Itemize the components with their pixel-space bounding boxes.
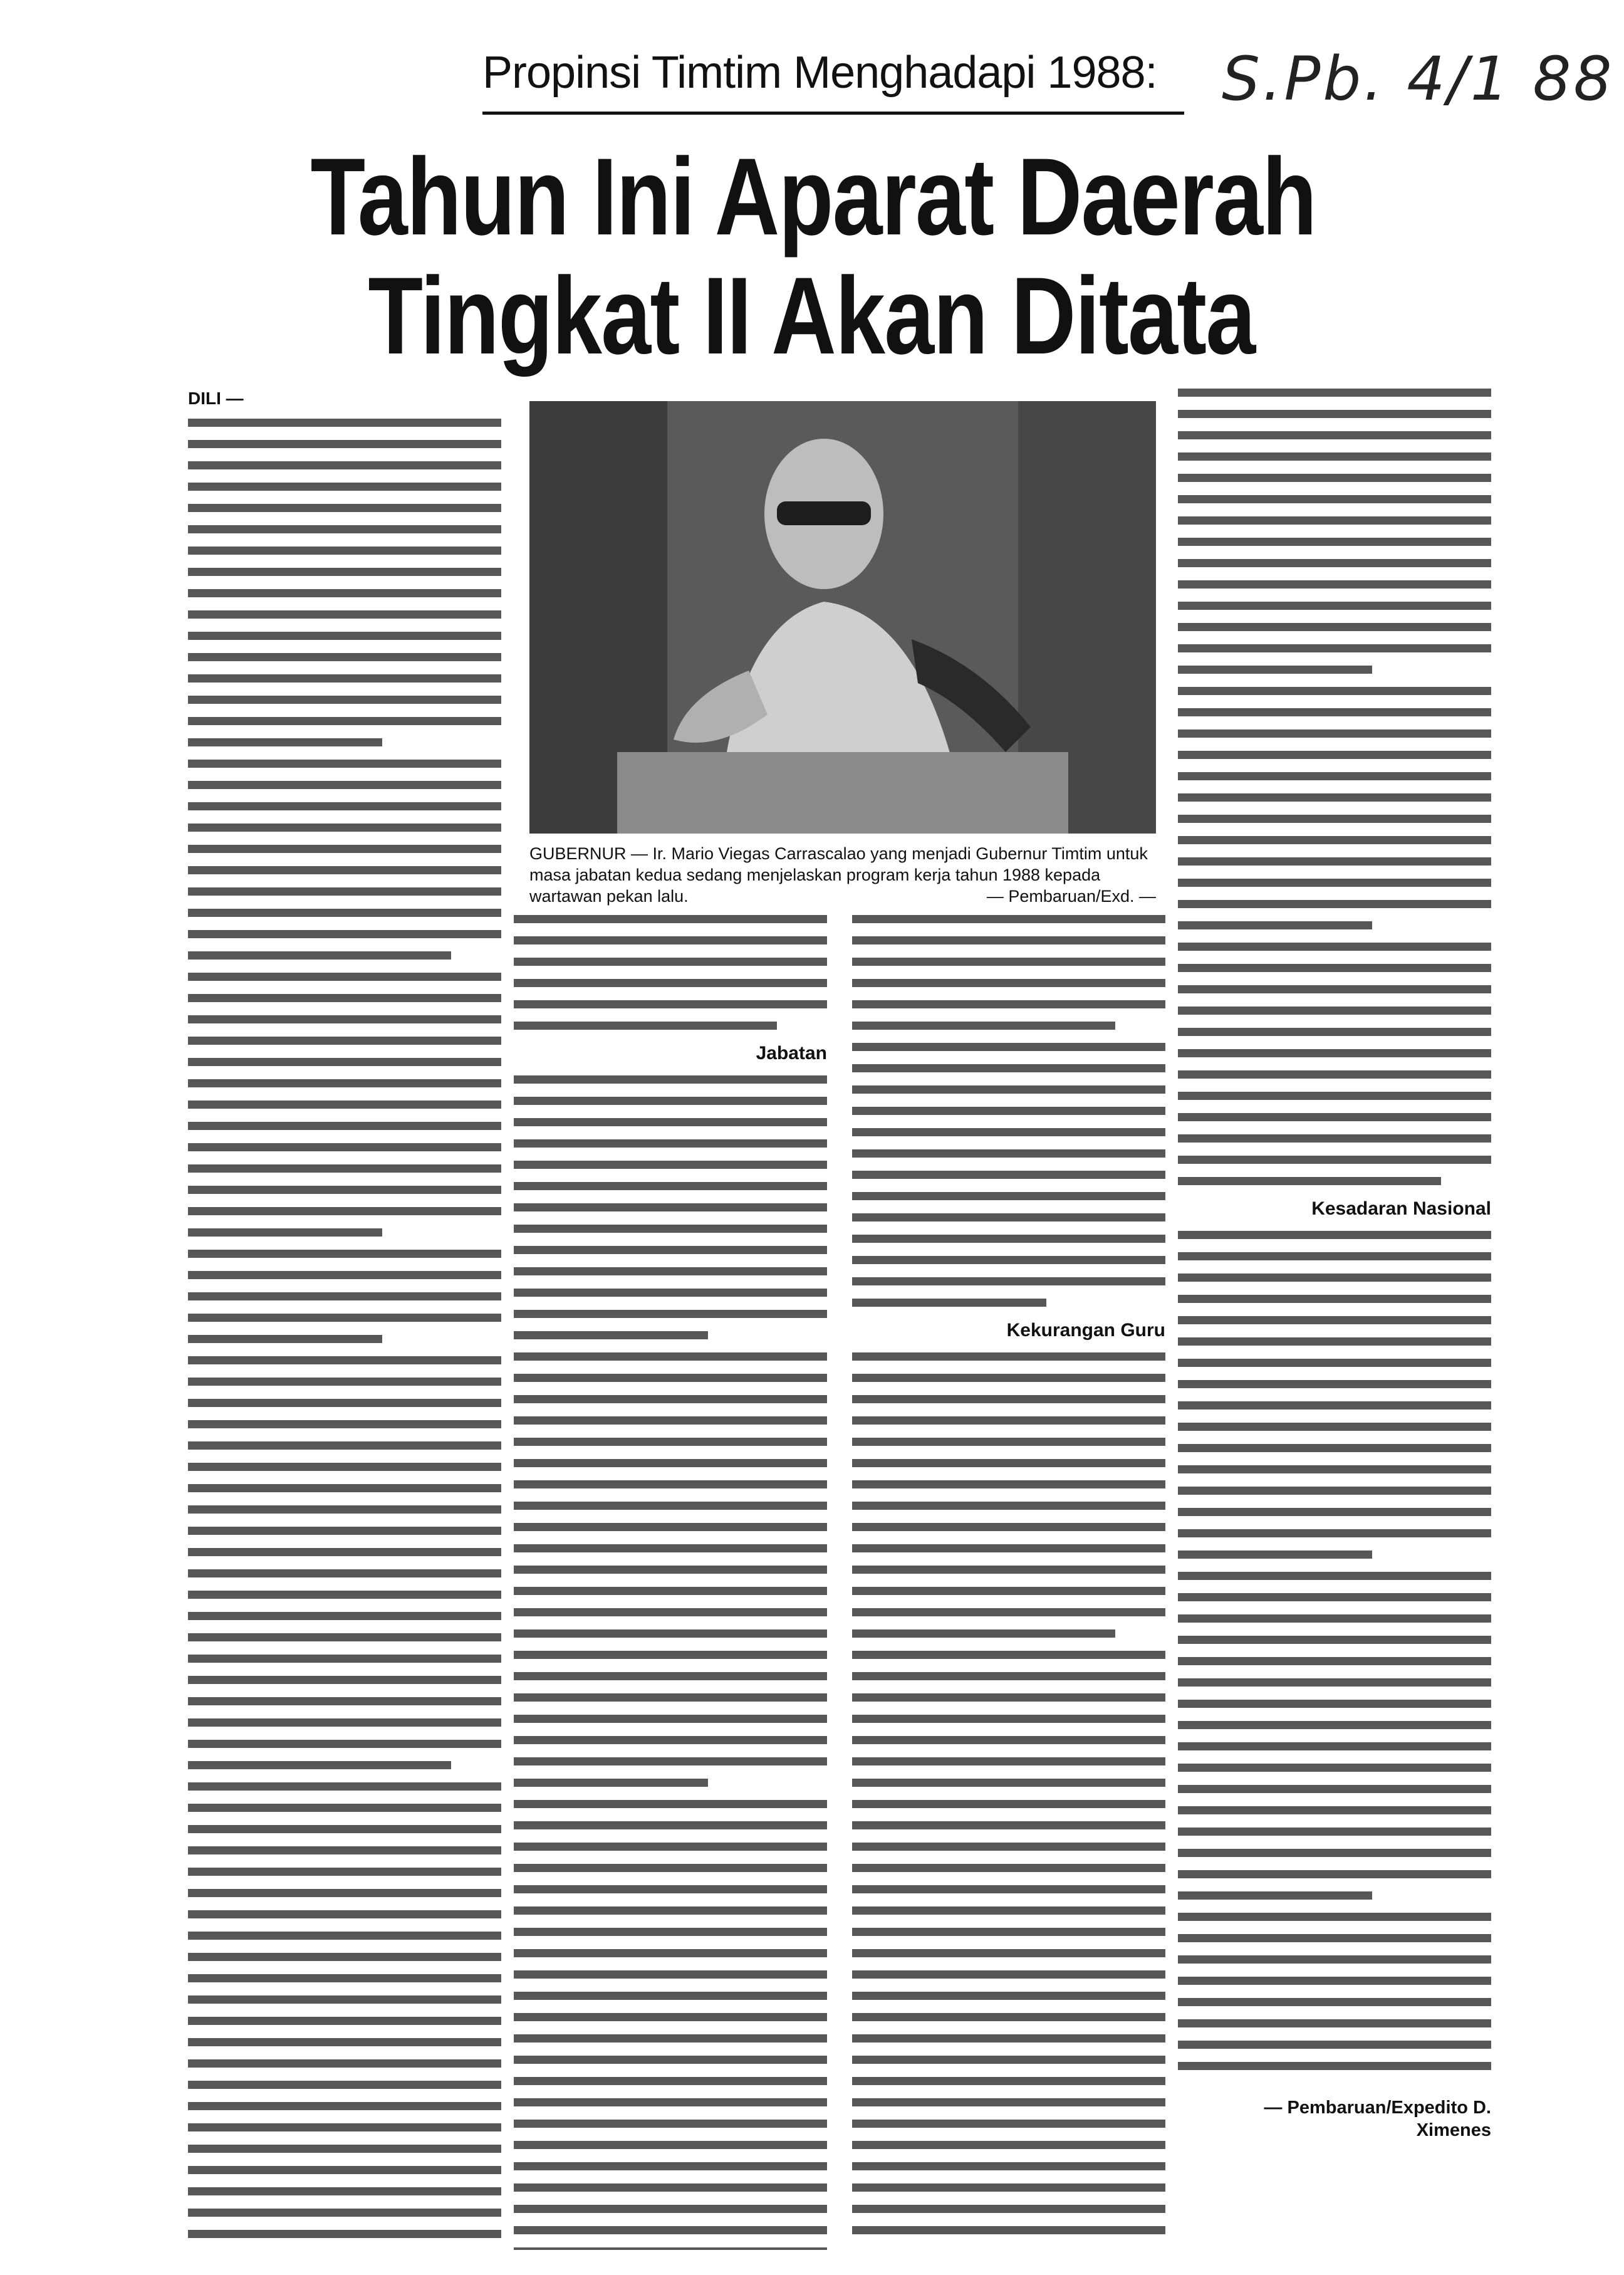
kicker-title: Propinsi Timtim Menghadapi 1988:	[482, 48, 1157, 98]
handwritten-annotation: S.Pb. 4/1 88	[1222, 44, 1615, 114]
article-column-2	[514, 915, 827, 2250]
byline: — Pembaruan/Expedito D. Ximenes	[1264, 2098, 1491, 2140]
kicker-rule	[482, 112, 1184, 115]
headline	[310, 136, 1316, 377]
photo-governor	[529, 401, 1156, 834]
subhead-kekurangan-guru: Kekurangan Guru	[1006, 1320, 1165, 1341]
photo-credit: — Pembaruan/Exd. —	[986, 887, 1156, 906]
subhead-jabatan: Jabatan	[756, 1043, 827, 1064]
article-column-1	[188, 389, 501, 2250]
headline-line-2: Tingkat II Akan Ditata	[368, 255, 1255, 377]
subhead-kesadaran-nasional: Kesadaran Nasional	[1311, 1198, 1491, 1219]
caption-text: GUBERNUR — Ir. Mario Viegas Carrascalao yang menjadi Gubernur Timtim untuk masa jabatan kedua sedang menjelaskan program kerja tahun 1988 kepada wartawan pekan lalu.	[529, 844, 1148, 906]
article-column-3	[852, 915, 1165, 2250]
photo-caption	[529, 843, 1156, 907]
article-column-4	[1178, 389, 1491, 2250]
dateline: DILI —	[188, 389, 244, 408]
photo-image	[529, 401, 1156, 834]
headline-line-1: Tahun Ini Aparat Daerah	[310, 136, 1316, 258]
